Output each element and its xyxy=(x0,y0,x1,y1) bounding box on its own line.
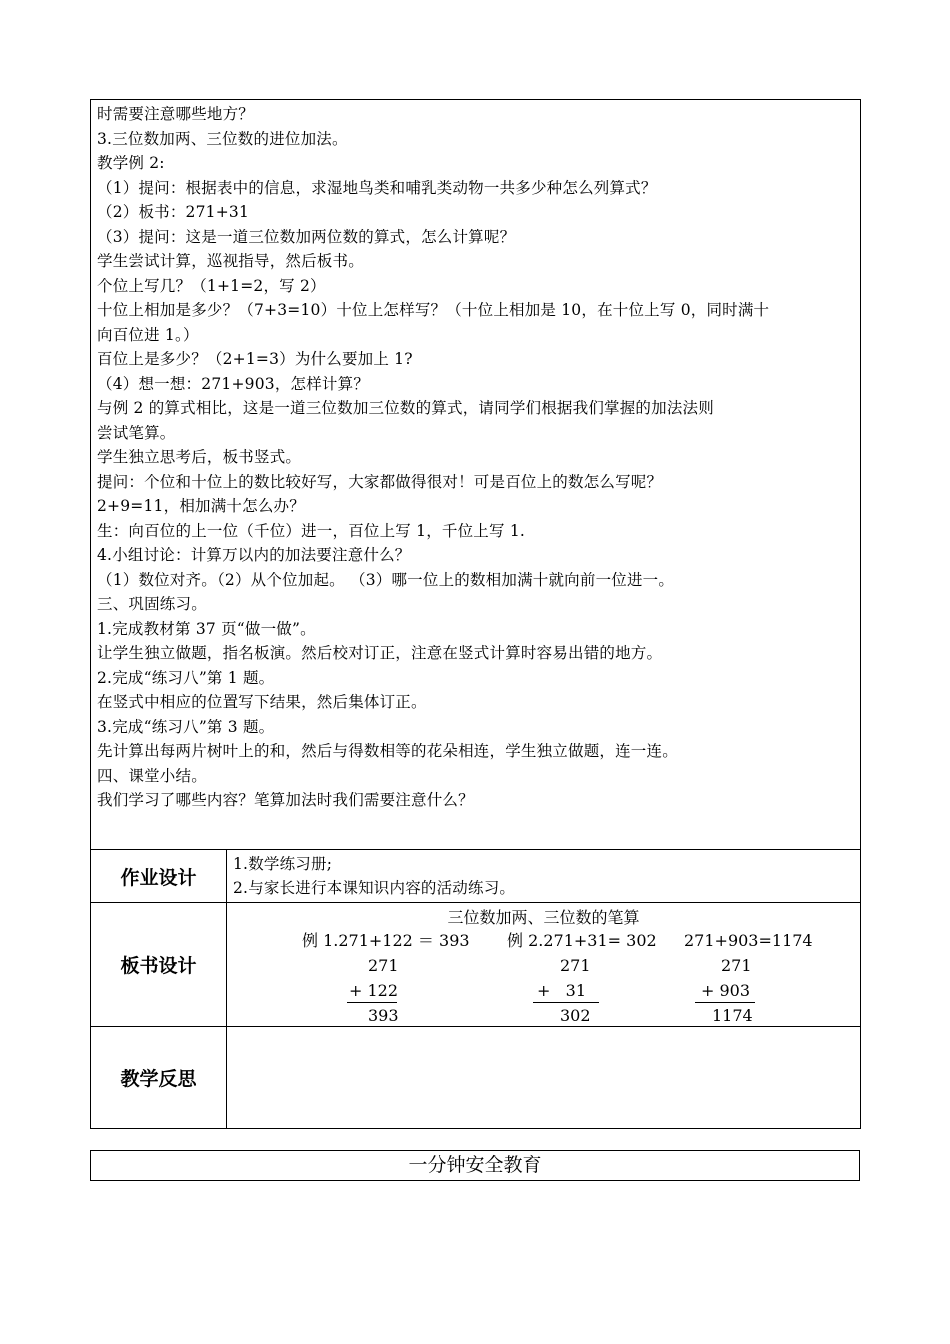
reflection-content xyxy=(227,1027,861,1129)
lesson-line: （1）提问：根据表中的信息，求湿地鸟类和哺乳类动物一共多少种怎么列算式？ xyxy=(97,178,657,197)
homework-row xyxy=(91,850,861,903)
reflection-row xyxy=(91,1027,861,1129)
lesson-line: 1.完成教材第 37 页“做一做”。 xyxy=(97,619,316,638)
example3-underline xyxy=(695,1002,755,1003)
lesson-line: 先计算出每两片树叶上的和，然后与得数相等的花朵相连，学生独立做题，连一连。 xyxy=(97,742,678,760)
example1-equation: 例 1.271+122 ＝ 393 xyxy=(302,931,470,950)
lesson-line: （4）想一想：271+903，怎样计算？ xyxy=(97,374,370,393)
example3-equation: 271+903=1174 xyxy=(684,931,813,950)
example2-underline xyxy=(533,1002,599,1003)
lesson-line: 学生独立思考后，板书竖式。 xyxy=(97,448,302,466)
lesson-line: 提问：个位和十位上的数比较好写，大家都做得很对！可是百位上的数怎么写呢？ xyxy=(97,472,663,491)
example3-top: 271 xyxy=(721,956,752,975)
lesson-line: 教学例 2: xyxy=(97,154,165,172)
lesson-line: 个位上写几？（1+1=2，写 2） xyxy=(97,276,326,295)
homework-item: 1.数学练习册; xyxy=(233,855,333,873)
lesson-line: 3.三位数加两、三位数的进位加法。 xyxy=(97,129,348,148)
lesson-line: 时需要注意哪些地方？ xyxy=(97,105,255,123)
reflection-label: 教学反思 xyxy=(91,1027,227,1129)
lesson-line: 向百位进 1。） xyxy=(97,325,199,344)
homework-item: 2.与家长进行本课知识内容的活动练习。 xyxy=(233,879,516,897)
lesson-content-row xyxy=(91,100,861,850)
lesson-line: 四、课堂小结。 xyxy=(97,766,207,785)
lesson-line: 2+9=11，相加满十怎么办？ xyxy=(97,497,305,515)
example1-addend: + 122 xyxy=(349,981,399,1000)
board-content xyxy=(227,903,861,1027)
example2-top: 271 xyxy=(560,956,591,975)
safety-education-title: 一分钟安全教育 xyxy=(90,1150,860,1181)
example3-result: 1174 xyxy=(712,1006,753,1025)
example1-underline xyxy=(347,1002,397,1003)
lesson-line: 2.完成“练习八”第 1 题。 xyxy=(97,668,275,687)
homework-label: 作业设计 xyxy=(91,850,227,903)
lesson-line: （2）板书：271+31 xyxy=(97,203,250,221)
lesson-line: 三、巩固练习。 xyxy=(97,595,207,613)
lesson-line: 百位上是多少？（2+1=3）为什么要加上 1? xyxy=(97,350,413,368)
lesson-line: 在竖式中相应的位置写下结果，然后集体订正。 xyxy=(97,693,427,711)
lesson-line: （1）数位对齐。（2）从个位加起。 （3）哪一位上的数相加满十就向前一位进一。 xyxy=(97,570,675,589)
example2-addend: + 31 xyxy=(537,981,587,1000)
example3-addend: + 903 xyxy=(701,981,751,1000)
homework-content xyxy=(227,850,861,903)
example2-equation: 例 2.271+31= 302 xyxy=(507,931,657,950)
example2-result: 302 xyxy=(560,1006,591,1025)
lesson-line: 4.小组讨论：计算万以内的加法要注意什么？ xyxy=(97,546,411,564)
lesson-text xyxy=(97,102,854,813)
lesson-line: 学生尝试计算，巡视指导，然后板书。 xyxy=(97,252,364,270)
lesson-plan-table xyxy=(90,99,861,1129)
example1-result: 393 xyxy=(368,1006,399,1025)
board-row xyxy=(91,903,861,1027)
lesson-line: 十位上相加是多少？（7+3=10）十位上怎样写？（十位上相加是 10，在十位上写 0，同时满十 xyxy=(97,301,770,319)
lesson-line: （3）提问：这是一道三位数加两位数的算式，怎么计算呢？ xyxy=(97,227,516,246)
lesson-line: 3.完成“练习八”第 3 题。 xyxy=(97,717,275,736)
lesson-line: 让学生独立做题，指名板演。然后校对订正，注意在竖式计算时容易出错的地方。 xyxy=(97,644,663,662)
lesson-line: 与例 2 的算式相比，这是一道三位数加三位数的算式，请同学们根据我们掌握的加法法则 xyxy=(97,399,714,417)
lesson-line: 尝试笔算。 xyxy=(97,423,176,442)
board-title: 三位数加两、三位数的笔算 xyxy=(447,908,640,927)
lesson-line: 我们学习了哪些内容？笔算加法时我们需要注意什么？ xyxy=(97,791,474,809)
board-label: 板书设计 xyxy=(91,903,227,1027)
lesson-content-cell xyxy=(91,100,861,850)
example1-top: 271 xyxy=(368,956,399,975)
lesson-line: 生：向百位的上一位（千位）进一，百位上写 1，千位上写 1. xyxy=(97,521,526,540)
